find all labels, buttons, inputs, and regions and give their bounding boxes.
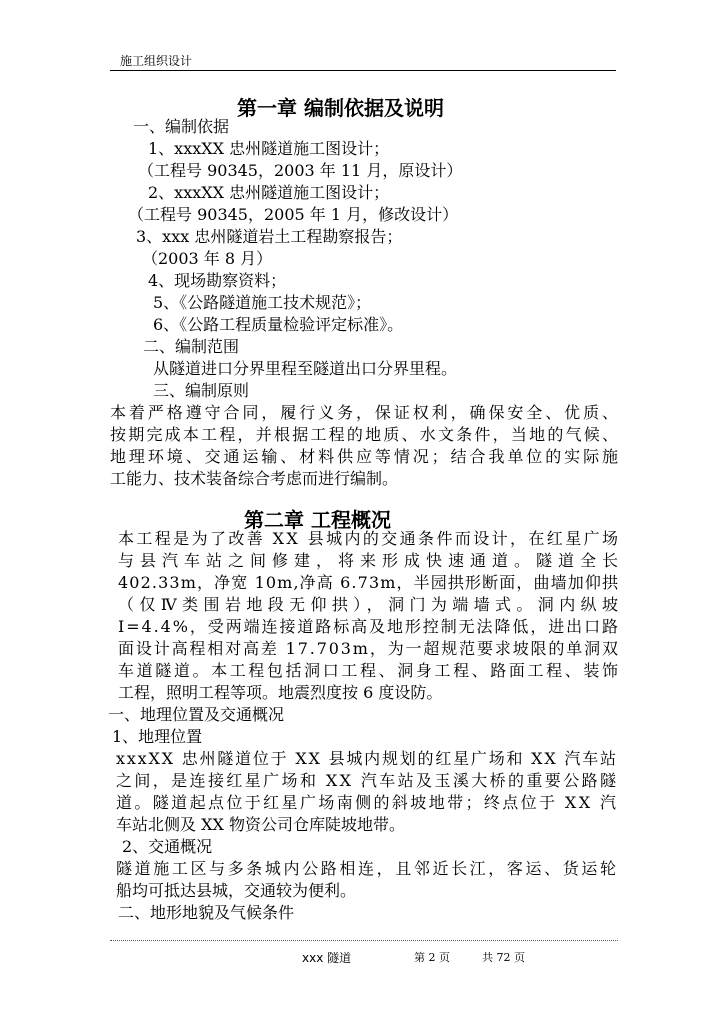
principle-line: 按期完成本工程，并根据工程的地质、水文条件，当地的气候、 — [110, 425, 621, 444]
location-line: xxxXX 忠州隧道位于 XX 县城内规划的红星广场和 XX 汽车站 — [116, 749, 618, 768]
overview-line: 工程，照明工程等项。地震烈度按 6 度设防。 — [118, 683, 443, 702]
overview-line: I=4.4%，受两端连接道路标高及地形控制无法降低，进出口路 — [118, 617, 620, 636]
footer-divider — [110, 940, 618, 941]
basis-item-3-note: （2003 年 8 月） — [142, 249, 273, 268]
chapter2-title: 第二章 工程概况 — [244, 508, 391, 532]
basis-item-1: 1、xxxXX 忠州隧道施工图设计； — [148, 139, 390, 158]
basis-item-3: 3、xxx 忠州隧道岩土工程勘察报告； — [136, 227, 403, 246]
overview-line: 面设计高程相对高差 17.703m，为一超规范要求坡限的单洞双 — [118, 639, 620, 658]
section-principle: 三、编制原则 — [153, 381, 250, 400]
section-basis: 一、编制依据 — [133, 117, 230, 136]
header-title: 施工组织设计 — [120, 54, 193, 68]
basis-item-6: 6、《公路工程质量检验评定标准》。 — [153, 315, 404, 334]
overview-paragraph — [118, 528, 624, 704]
basis-item-2-note: （工程号 90345，2005 年 1 月，修改设计） — [128, 205, 459, 224]
overview-line: 本工程是为了改善 XX 县城内的交通条件而设计，在红星广场 — [118, 529, 621, 548]
section-location-traffic: 一、地理位置及交通概况 — [108, 705, 285, 724]
traffic-line: 船均可抵达县城，交通较为便利。 — [116, 881, 357, 900]
traffic-paragraph — [116, 858, 619, 902]
basis-item-1-note: （工程号 90345，2003 年 11 月，原设计） — [138, 161, 463, 180]
section-terrain-climate: 二、地形地貌及气候条件 — [118, 903, 295, 922]
section-scope: 二、编制范围 — [143, 337, 240, 356]
principle-line: 地理环境、交通运输、材料供应等情况；结合我单位的实际施 — [110, 447, 621, 466]
principle-line: 本着严格遵守合同，履行义务，保证权利，确保安全、优质、 — [110, 403, 621, 422]
location-line: 车站北侧及 XX 物资公司仓库陡坡地带。 — [116, 815, 405, 834]
chapter1-title: 第一章 编制依据及说明 — [237, 96, 444, 120]
principle-line: 工能力、技术装备综合考虑而进行编制。 — [110, 469, 399, 488]
subsection-location: 1、地理位置 — [112, 727, 203, 746]
traffic-line: 隧道施工区与多条城内公路相连，且邻近长江，客运、货运轮 — [116, 859, 619, 878]
footer-page: 第 2 页 — [414, 951, 450, 964]
principle-paragraph — [110, 402, 621, 490]
basis-item-4: 4、现场勘察资料； — [148, 271, 287, 290]
subsection-traffic: 2、交通概况 — [122, 837, 213, 856]
scope-text: 从隧道进口分界里程至隧道出口分界里程。 — [153, 359, 458, 378]
basis-item-5: 5、《公路隧道施工技术规范》； — [153, 293, 372, 312]
location-line: 之间，是连接红星广场和 XX 汽车站及玉溪大桥的重要公路隧 — [116, 771, 619, 790]
overview-line: 402.33m，净宽 10m,净高 6.73m，半园拱形断面，曲墙加仰拱 — [118, 573, 620, 592]
overview-line: （仅Ⅳ类围岩地段无仰拱），洞门为端墙式。洞内纵坡 — [118, 595, 624, 614]
overview-line: 车道隧道。本工程包括洞口工程、洞身工程、路面工程、装饰 — [118, 661, 621, 680]
overview-line: 与县汽车站之间修建，将来形成快速通道。隧道全长 — [118, 551, 624, 570]
footer-project: xxx 隧道 — [302, 951, 352, 965]
basis-item-2: 2、xxxXX 忠州隧道施工图设计； — [148, 183, 390, 202]
location-line: 道。隧道起点位于红星广场南侧的斜坡地带；终点位于 XX 汽 — [116, 793, 619, 812]
page-header — [110, 50, 616, 71]
location-paragraph — [116, 748, 619, 836]
footer-total: 共 72 页 — [482, 951, 525, 964]
